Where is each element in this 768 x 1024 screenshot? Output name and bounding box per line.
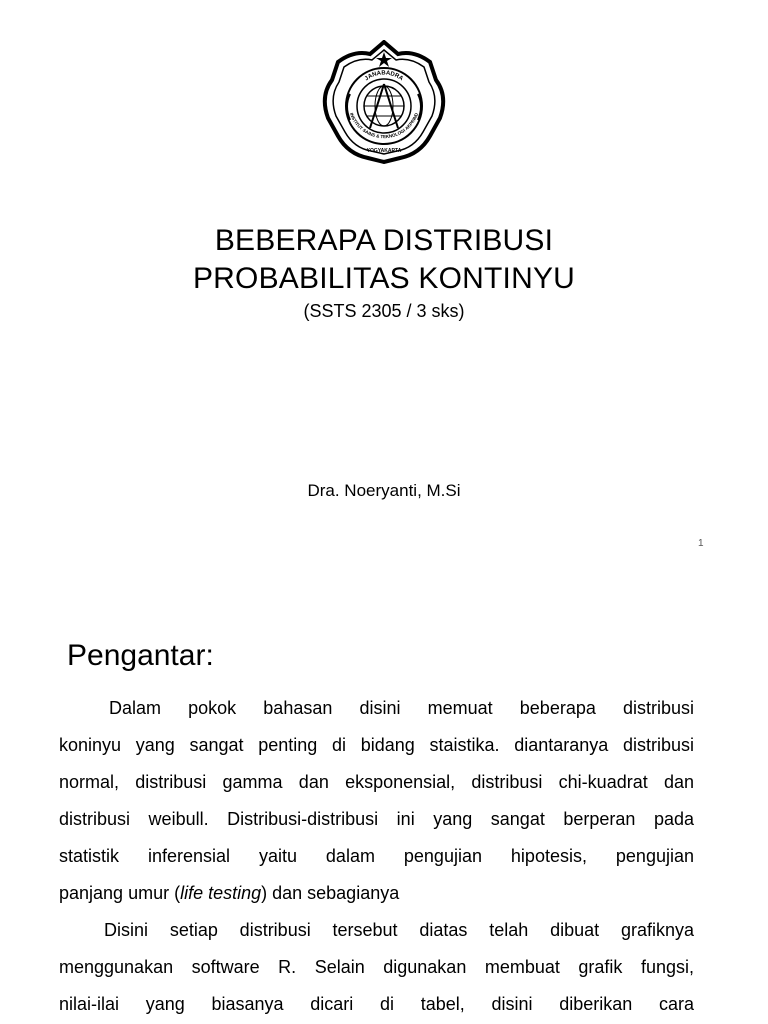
body-text bbox=[59, 690, 694, 1023]
paragraph-2-line-3: nilai-ilai yang biasanya dicari di tabel, disini diberikan cara bbox=[59, 994, 694, 1014]
slide-title-line-2: PROBABILITAS KONTINYU bbox=[192, 262, 576, 295]
line-6-suffix: ) dan sebagianya bbox=[261, 883, 400, 903]
line-6-prefix: panjang umur ( bbox=[59, 883, 181, 903]
institute-seal-icon bbox=[320, 40, 448, 164]
intro-page bbox=[0, 600, 768, 1024]
page-number: 1 bbox=[698, 538, 704, 549]
paragraph-1-line-5: statistik inferensial yaitu dalam pengujian hipotesis, pengujian bbox=[59, 846, 694, 866]
section-heading: Pengantar: bbox=[67, 639, 214, 672]
paragraph-1 bbox=[59, 690, 694, 912]
seal-bottom-text: YOGYAKARTA bbox=[366, 148, 402, 154]
paragraph-2 bbox=[59, 912, 694, 1023]
seal-ring-text: INSTITUT SAINS & TEKNOLOGI AKPRIND bbox=[348, 112, 420, 140]
paragraph-1-line-2: koninyu yang sangat penting di bidang staistika. diantaranya distribusi bbox=[59, 735, 694, 755]
paragraph-2-line-2: menggunakan software R. Selain digunakan membuat grafik fungsi, bbox=[59, 957, 694, 977]
paragraph-1-line-1: Dalam pokok bahasan disini memuat beberapa distribusi bbox=[109, 698, 694, 718]
seal-top-text: JANABADRA bbox=[363, 70, 405, 83]
course-code: (SSTS 2305 / 3 sks) bbox=[303, 301, 465, 321]
slide-title bbox=[0, 222, 768, 298]
life-testing-term: life testing bbox=[180, 883, 262, 903]
paragraph-1-line-4: distribusi weibull. Distribusi-distribusi ini yang sangat berperan pada bbox=[59, 809, 694, 829]
paragraph-2-line-1: Disini setiap distribusi tersebut diatas telah dibuat grafiknya bbox=[104, 920, 694, 940]
author-name: Dra. Noeryanti, M.Si bbox=[307, 481, 461, 500]
slide-title-line-1: BEBERAPA DISTRIBUSI bbox=[214, 224, 554, 257]
paragraph-1-line-6 bbox=[59, 875, 694, 912]
paragraph-1-line-3: normal, distribusi gamma dan eksponensial, distribusi chi-kuadrat dan bbox=[59, 772, 694, 792]
